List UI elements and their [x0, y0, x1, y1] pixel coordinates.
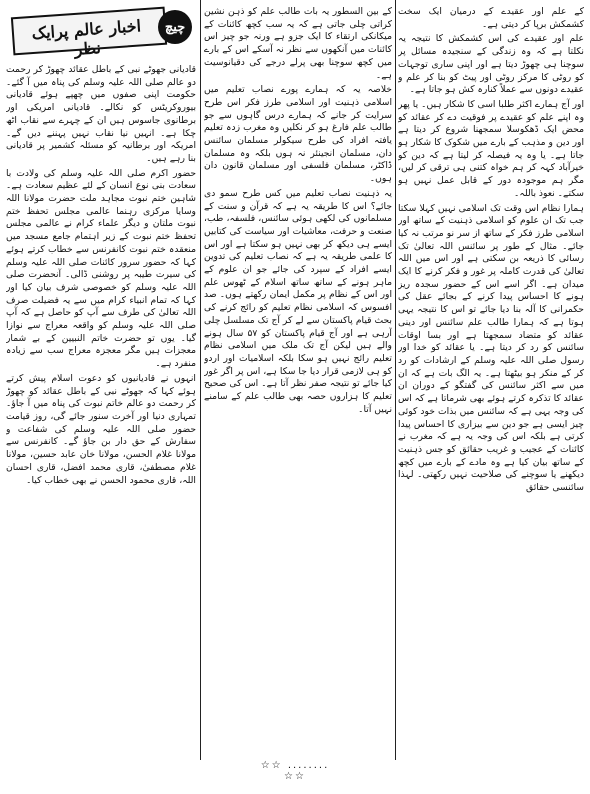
footer-ornament: ☆☆ ........ ☆☆	[260, 760, 330, 782]
paragraph: قادیانی جھوٹے نبی کے باطل عقائد چھوڑ کر رحمت دو عالم صلی اللہ علیہ وسلم کی پناہ میں آ گئے۔ حکومت اپنی صفوں میں چھپے ہوئے قادیانی بیوروکریٹس کو نکالے۔ قادیانی امریکی اور برطانوی جاسوس ہیں ان کے چہرے سے نقاب اٹھ چکا ہے۔ انہیں نیا نقاب نہیں پہننے دیں گے۔ امریکہ اور برطانیہ کو مسئلہ کشمیر پر قادیانی بنا رہے ہیں۔	[6, 64, 196, 164]
paragraph: کے بین السطور یہ بات طالب علم کو ذہن نشین کراتی چلی جاتی ہے کہ یہ سب کچھ کائنات کے میکانکی ارتقاء کا ایک جزو ہے ورنہ جو چیز اس کائنات میں آنکھوں سے نظر نہ آسکے اس کے بارے میں کچھ سوچنا بھی پرلے درجے کی دقیانوسیت ہے۔	[204, 6, 392, 81]
column-middle	[204, 6, 392, 754]
paragraph: کے علم اور عقیدے کے درمیان ایک سخت کشمکش برپا کر دیتی ہے۔	[398, 6, 584, 30]
paragraph: خلاصہ یہ کہ ہمارے پورے نصاب تعلیم میں اسلامی ذہنیت اور اسلامی طرز فکر اس طرح سرایت کر جانے کہ ہمارے درس گاہوں سے جو طالب علم فارغ ہو کر نکلیں وہ مغرب زدہ تعلیم یافتہ افراد کی طرح سیکولر مسلمان سائنس دان، مسلمان انجینئر نہ ہوں بلکہ وہ مسلمان ڈاکٹر، مسلمان فلسفی اور مسلمان قانون دان ہوں۔	[204, 84, 392, 185]
paragraph: انہوں نے قادیانیوں کو دعوت اسلام پیش کرتے ہوئے کہا کہ جھوٹے نبی کے باطل عقائد کو چھوڑ کر رحمت دو عالم خاتم نبوت کی پناہ میں آ جاؤ۔ تمہاری دنیا اور آخرت سنور جائے گی، روز قیامت حضور صلی اللہ علیہ وسلم کی شفاعت و سفارش کے حق دار بن جاؤ گے۔ کانفرنس سے مولانا غلام الحسن، مولانا خان عابد حسین، مولانا غلام مصطفیٰ، قاری محمد افضل، قاری احسان اللہ، قاری محمود الحسن نے بھی خطاب کیا۔	[6, 372, 196, 486]
column-divider	[395, 0, 396, 760]
paragraph: ہمارا نظام اس وقت تک اسلامی نہیں کہلا سکتا جب تک ان علوم کو اسلامی ذہنیت کے ساتھ اور اسلامی طرز فکر کے ساتھ از سر نو مرتب نہ کیا جائے۔ مثال کے طور پر سائنس اللہ تعالیٰ تک رسائی کا ذریعہ بن سکتی ہے اور اس میں اللہ تعالیٰ کی قدرت کاملہ پر غور و فکر کرنے کا ایک میدان ہے۔ اگر اسے اس کے حضور سجدہ ریز ہونے کا احساس پیدا کرنے کے بجائے عقل کی حکمرانی کا آلہ بنا دیا جائے تو اس کا نتیجہ یہی ہوتا ہے کہ ہمارا طالب علم سائنس اور دینی عقائد کو متضاد سمجھتا ہے اور بسا اوقات سائنس کو رد کر دیتا ہے۔ یا عقائد کو خدا اور رسول صلی اللہ علیہ وسلم کے ارشادات کو رد کر کے منکر ہو بیٹھتا ہے۔ یہ الگ بات ہے کہ ان میں سے اکثر سائنس کی گفتگو کے دوران ان عقائد کا تذکرہ کرتے ہوئے بھی شرماتا ہے کہ اس کی وجہ یہی ہے کہ سائنس میں بذات خود کوئی چیز ایسی ہے جو دین سے بیزاری کا احساس پیدا کرتی ہے بلکہ اس کی وجہ یہ ہے کہ مغرب نے کائنات کے عجیب و غریب حقائق کو جس ذہنیت کے ساتھ بیان کیا ہے وہ مادے کے بارے میں کچھ دیکھنے یا سوچنے کی صلاحیت نہیں رکھتی۔ لہذا سائنسی حقائق	[398, 202, 584, 494]
paragraph: علم اور عقیدے کی اس کشمکش کا نتیجہ یہ نکلتا ہے کہ وہ زندگی کے سنجیدہ مسائل پر سوچنا ہی چھوڑ دیتا ہے اور اپنی ساری توجہات کو روٹی کا مرکز روٹی اور پیٹ کو بنا کر علم و عقیدے دونوں سے عملاً کنارہ کش ہو جاتا ہے۔	[398, 33, 584, 96]
section-header	[8, 6, 194, 58]
column-divider	[200, 0, 201, 760]
column-right	[398, 6, 584, 754]
column-left	[6, 64, 196, 794]
paragraph: اور آج ہمارے اکثر طلبا اسی کا شکار ہیں۔ یا پھر وہ اپنے علم کو عقیدے پر فوقیت دے کر عقائد کو محض ایک ڈھکوسلا سمجھنا شروع کر دیتا ہے اور دین و مذہب کے بارے میں شکوک کا شکار ہو جاتا ہے۔ یا وہ یہ فیصلہ کر لیتا ہے کہ دین کو خیرآباد کہہ کر ہم خواہ کتنی ہی ترقی کر لیں، مگر ہم موجودہ دور کے قابل عمل نہیں ہو سکتے۔ نعوذ باللہ۔	[398, 98, 584, 199]
section-title: اخبار عالم پرایک نظر	[31, 16, 142, 59]
section-logo: چیچ	[158, 10, 192, 44]
paragraph: یہ ذہنیت نصاب تعلیم میں کس طرح سمو دی جائے؟ اس کا طریقہ یہ ہے کہ قرآن و سنت کے مسلمانوں کی لکھی ہوئی سائنس، فلسفہ، طب، صنعت و حرفت، معاشیات اور سیاست کی کتابیں ایسے ہی دیکھ کر بھی نہیں ہو سکتا ہے اور اس کا علمی طریقہ یہ ہے کہ نصاب تعلیم کی تدوین ایسے افراد کے سپرد کی جائے جو ان علوم کے ماہر ہونے کے ساتھ ساتھ اسلام کے ٹھوس علم اور اس کے نظام پر مکمل ایمان رکھتے ہوں۔ صد افسوس کہ اسلامی نظام تعلیم کو رائج کرنے کی بحث قیام پاکستان سے لے کر آج تک مسلسل چلی آرہی ہے اور آج قیام پاکستان کو ۵۷ سال ہونے والے ہیں لیکن آج تک ملک میں اسلامی نظام تعلیم رائج نہیں ہو سکا بلکہ اسلامیات اور اردو کو ہی لازمی قرار دیا جا سکا ہے، اس پر اگر غور کیا جائے تو نتیجہ صفر نظر آتا ہے۔ اس کی صحیح تعلیم کا ہزاروں حصہ بھی طالب علم کے سامنے نہیں آتا۔	[204, 187, 392, 415]
paragraph: حضور اکرم صلی اللہ علیہ وسلم کی ولادت با سعادت بنی نوع انسان کے لئے عظیم سعادت ہے۔ شاہین ختم نبوت مجاہد ملت حضرت مولانا اللہ وسایا مرکزی رہنما عالمی مجلس تحفظ ختم نبوت ملتان و دیگر علماء کرام نے عالمی مجلس تحفظ ختم نبوت کے زیر اہتمام جامع مسجد میں منعقدہ ختم نبوت کانفرنس سے خطاب کرتے ہوئے کہا کہ حضور سرور کائنات صلی اللہ علیہ وسلم کی سیرت طیبہ پر روشنی ڈالی۔ آنحضرت صلی اللہ علیہ وسلم کو خصوصی شرف بیان کیا اور کہا کہ تمام انبیاء کرام میں سے یہ فضیلت صرف اللہ تعالیٰ کی طرف سے آپ کو حاصل ہے کہ آپ صلی اللہ علیہ وسلم کو واقعہ معراج سے نوازا گیا۔ یوں تو حضرت خاتم النبیین کے بے شمار معجزات ہیں مگر معجزہ معراج سب سے زیادہ منفرد ہے۔	[6, 167, 196, 370]
